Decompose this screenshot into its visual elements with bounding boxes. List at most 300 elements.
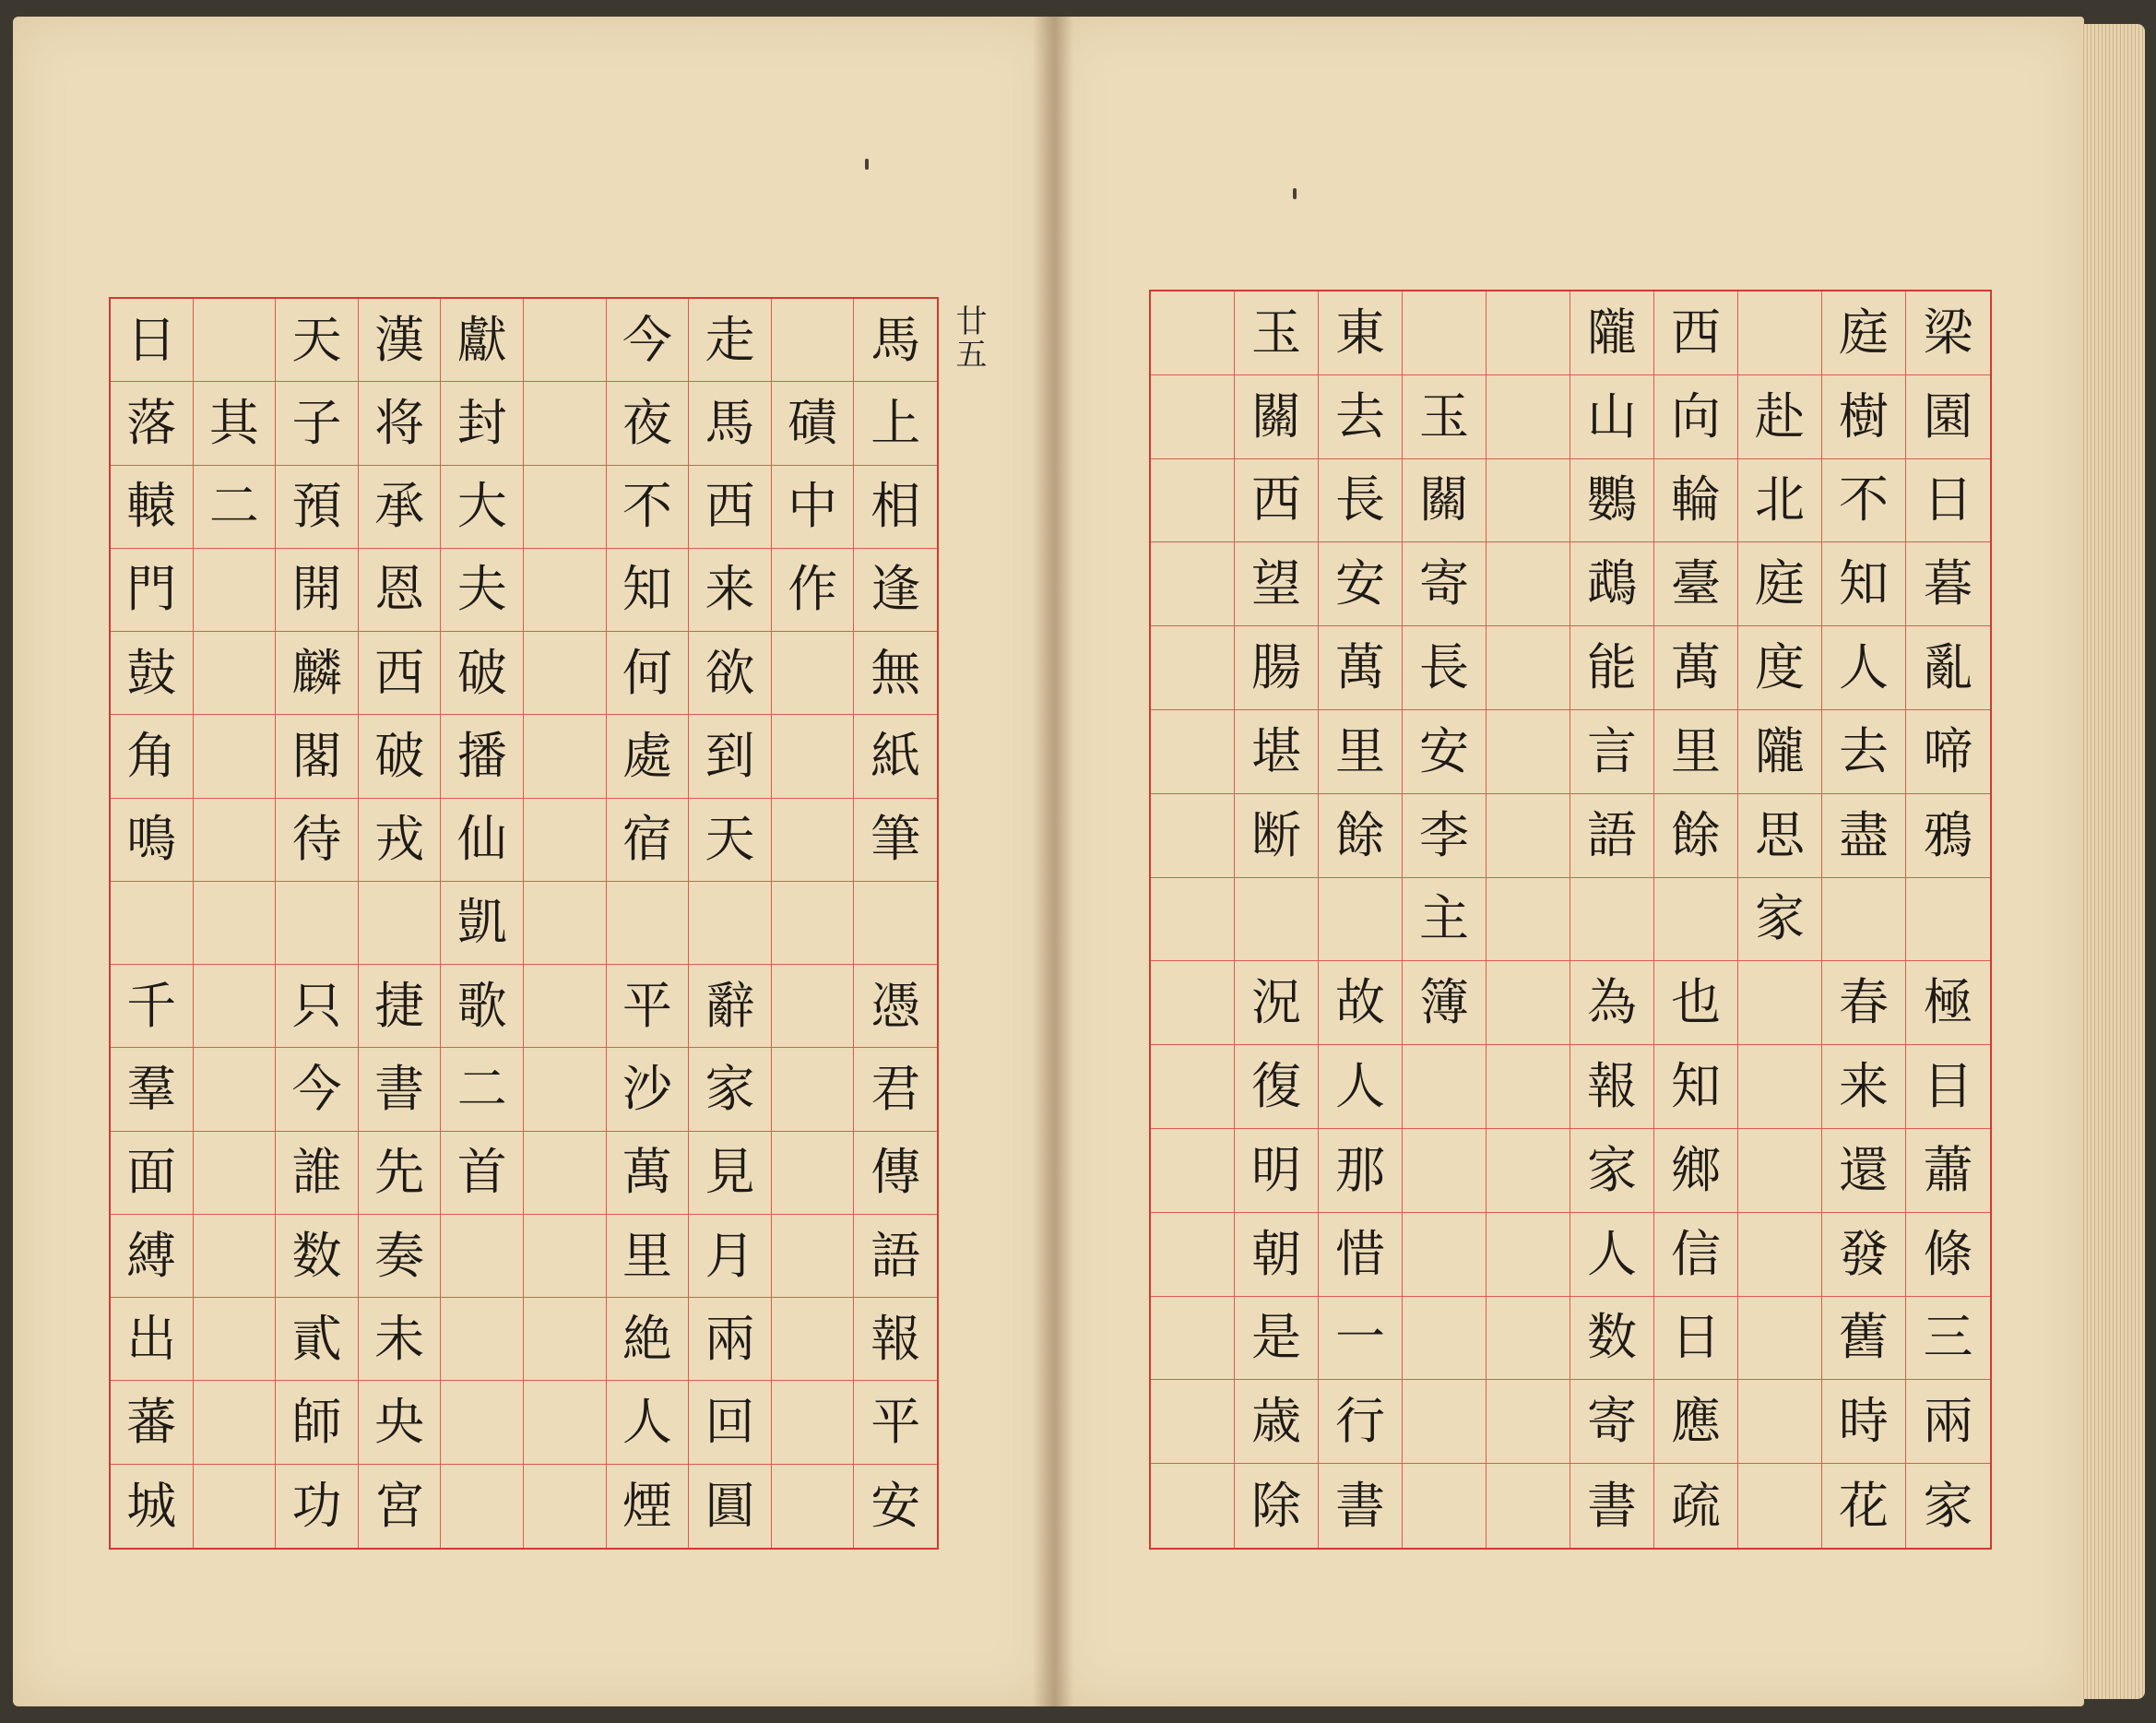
grid-cell bbox=[1487, 626, 1570, 710]
manuscript-character: 鴉 bbox=[1906, 794, 1990, 878]
manuscript-character: 庭 bbox=[1822, 291, 1906, 375]
grid-cell bbox=[1151, 542, 1235, 626]
grid-cell bbox=[772, 715, 855, 798]
grid-cell bbox=[1738, 1129, 1822, 1213]
grid-cell bbox=[524, 549, 607, 632]
manuscript-character: 凱 bbox=[441, 882, 524, 965]
manuscript-character: 安 bbox=[1403, 710, 1487, 794]
manuscript-character: 發 bbox=[1822, 1213, 1906, 1297]
manuscript-character: 馬 bbox=[689, 382, 772, 465]
grid-cell bbox=[1487, 291, 1570, 375]
manuscript-character: 捷 bbox=[359, 965, 442, 1048]
grid-cell bbox=[1403, 291, 1487, 375]
manuscript-character: 絶 bbox=[607, 1298, 690, 1381]
manuscript-character: 日 bbox=[1654, 1297, 1738, 1381]
manuscript-character: 東 bbox=[1319, 291, 1403, 375]
grid-cell bbox=[1403, 1297, 1487, 1381]
manuscript-character: 堪 bbox=[1235, 710, 1319, 794]
grid-cell bbox=[1151, 961, 1235, 1045]
manuscript-character: 平 bbox=[854, 1381, 937, 1464]
manuscript-character: 二 bbox=[441, 1048, 524, 1131]
grid-cell bbox=[524, 1381, 607, 1464]
manuscript-character: 赴 bbox=[1738, 375, 1822, 459]
manuscript-character: 寄 bbox=[1403, 542, 1487, 626]
manuscript-character: 知 bbox=[607, 549, 690, 632]
manuscript-character: 数 bbox=[276, 1215, 359, 1298]
grid-cell bbox=[1487, 1297, 1570, 1381]
manuscript-character: 家 bbox=[1738, 878, 1822, 962]
manuscript-character: 央 bbox=[359, 1381, 442, 1464]
manuscript-character: 走 bbox=[689, 299, 772, 382]
grid-cell bbox=[1151, 1464, 1235, 1548]
page-edges bbox=[2080, 24, 2145, 1699]
manuscript-character: 西 bbox=[1654, 291, 1738, 375]
manuscript-character: 簿 bbox=[1403, 961, 1487, 1045]
manuscript-character: 承 bbox=[359, 466, 442, 549]
manuscript-character: 上 bbox=[854, 382, 937, 465]
manuscript-character: 天 bbox=[689, 799, 772, 882]
manuscript-character: 關 bbox=[1403, 459, 1487, 543]
manuscript-character: 鵡 bbox=[1570, 542, 1654, 626]
manuscript-character: 将 bbox=[359, 382, 442, 465]
manuscript-character: 那 bbox=[1319, 1129, 1403, 1213]
grid-cell bbox=[194, 882, 277, 965]
manuscript-character: 家 bbox=[1570, 1129, 1654, 1213]
manuscript-character: 煙 bbox=[607, 1465, 690, 1548]
manuscript-character: 平 bbox=[607, 965, 690, 1048]
manuscript-character: 到 bbox=[689, 715, 772, 798]
grid-cell bbox=[1151, 1045, 1235, 1129]
manuscript-character: 鄉 bbox=[1654, 1129, 1738, 1213]
manuscript-character: 破 bbox=[359, 715, 442, 798]
manuscript-character: 出 bbox=[111, 1298, 194, 1381]
grid-cell bbox=[772, 1381, 855, 1464]
manuscript-character: 隴 bbox=[1738, 710, 1822, 794]
manuscript-character: 未 bbox=[359, 1298, 442, 1381]
manuscript-character: 磧 bbox=[772, 382, 855, 465]
manuscript-character: 處 bbox=[607, 715, 690, 798]
manuscript-character: 破 bbox=[441, 632, 524, 715]
grid-cell bbox=[524, 299, 607, 382]
manuscript-character: 歳 bbox=[1235, 1380, 1319, 1464]
manuscript-character: 腸 bbox=[1235, 626, 1319, 710]
manuscript-character: 不 bbox=[1822, 459, 1906, 543]
grid-cell bbox=[194, 549, 277, 632]
manuscript-character: 極 bbox=[1906, 961, 1990, 1045]
grid-cell bbox=[1151, 375, 1235, 459]
manuscript-character: 知 bbox=[1654, 1045, 1738, 1129]
grid-cell bbox=[1738, 1464, 1822, 1548]
manuscript-character: 北 bbox=[1738, 459, 1822, 543]
folio-number: 廿五 bbox=[950, 304, 987, 371]
ink-speck bbox=[865, 159, 869, 170]
manuscript-character: 舊 bbox=[1822, 1297, 1906, 1381]
grid-cell bbox=[1487, 1213, 1570, 1297]
grid-cell bbox=[1151, 1297, 1235, 1381]
manuscript-character: 條 bbox=[1906, 1213, 1990, 1297]
grid-cell bbox=[1487, 375, 1570, 459]
grid-cell bbox=[1487, 459, 1570, 543]
manuscript-character: 目 bbox=[1906, 1045, 1990, 1129]
manuscript-character: 貳 bbox=[276, 1298, 359, 1381]
manuscript-character: 千 bbox=[111, 965, 194, 1048]
manuscript-character: 逢 bbox=[854, 549, 937, 632]
manuscript-character: 人 bbox=[1822, 626, 1906, 710]
grid-cell bbox=[1487, 961, 1570, 1045]
manuscript-character: 誰 bbox=[276, 1132, 359, 1215]
manuscript-character: 蕭 bbox=[1906, 1129, 1990, 1213]
manuscript-character: 圓 bbox=[689, 1465, 772, 1548]
manuscript-character: 行 bbox=[1319, 1380, 1403, 1464]
manuscript-character: 能 bbox=[1570, 626, 1654, 710]
grid-cell bbox=[689, 882, 772, 965]
manuscript-character: 宿 bbox=[607, 799, 690, 882]
manuscript-character: 鸚 bbox=[1570, 459, 1654, 543]
grid-cell bbox=[1487, 542, 1570, 626]
manuscript-character: 日 bbox=[1906, 459, 1990, 543]
manuscript-character: 望 bbox=[1235, 542, 1319, 626]
grid-cell bbox=[194, 1215, 277, 1298]
manuscript-character: 暮 bbox=[1906, 542, 1990, 626]
manuscript-character: 臺 bbox=[1654, 542, 1738, 626]
grid-cell bbox=[1487, 710, 1570, 794]
grid-cell bbox=[1151, 1129, 1235, 1213]
grid-cell bbox=[524, 965, 607, 1048]
manuscript-character: 家 bbox=[1923, 1476, 1973, 1535]
grid-cell bbox=[1738, 1045, 1822, 1129]
grid-cell bbox=[194, 1048, 277, 1131]
manuscript-character: 時 bbox=[1822, 1380, 1906, 1464]
manuscript-character: 宮 bbox=[359, 1465, 442, 1548]
manuscript-character: 鳴 bbox=[111, 799, 194, 882]
manuscript-character: 城 bbox=[111, 1465, 194, 1548]
manuscript-character: 啼 bbox=[1906, 710, 1990, 794]
manuscript-character: 子 bbox=[276, 382, 359, 465]
manuscript-character: 兩 bbox=[689, 1298, 772, 1381]
grid-cell bbox=[111, 882, 194, 965]
manuscript-character: 二 bbox=[194, 466, 277, 549]
manuscript-character: 面 bbox=[111, 1132, 194, 1215]
manuscript-character: 歌 bbox=[441, 965, 524, 1048]
grid-cell bbox=[524, 1465, 607, 1548]
manuscript-character: 安 bbox=[871, 1476, 921, 1535]
manuscript-character: 数 bbox=[1570, 1297, 1654, 1381]
grid-cell bbox=[772, 882, 855, 965]
manuscript-character: 復 bbox=[1235, 1045, 1319, 1129]
manuscript-character: 長 bbox=[1319, 459, 1403, 543]
manuscript-character: 来 bbox=[1822, 1045, 1906, 1129]
manuscript-character: 天 bbox=[276, 299, 359, 382]
manuscript-character: 也 bbox=[1654, 961, 1738, 1045]
manuscript-character: 思 bbox=[1738, 794, 1822, 878]
manuscript-character: 寄 bbox=[1570, 1380, 1654, 1464]
manuscript-character: 知 bbox=[1822, 542, 1906, 626]
right-manuscript-grid bbox=[1149, 290, 1992, 1550]
manuscript-character: 去 bbox=[1822, 710, 1906, 794]
grid-cell bbox=[524, 715, 607, 798]
manuscript-character: 鼓 bbox=[111, 632, 194, 715]
grid-cell bbox=[1487, 1380, 1570, 1464]
manuscript-character: 為 bbox=[1570, 961, 1654, 1045]
grid-cell bbox=[194, 1298, 277, 1381]
grid-cell bbox=[1151, 459, 1235, 543]
manuscript-character: 獻 bbox=[441, 299, 524, 382]
grid-cell bbox=[1403, 1129, 1487, 1213]
grid-cell bbox=[276, 882, 359, 965]
grid-cell bbox=[1319, 878, 1403, 962]
manuscript-character: 長 bbox=[1403, 626, 1487, 710]
grid-cell bbox=[1151, 1380, 1235, 1464]
manuscript-character: 園 bbox=[1906, 375, 1990, 459]
grid-cell bbox=[441, 1465, 524, 1548]
left-manuscript-grid bbox=[109, 297, 939, 1550]
manuscript-character: 故 bbox=[1319, 961, 1403, 1045]
grid-cell bbox=[194, 299, 277, 382]
manuscript-character: 安 bbox=[1319, 542, 1403, 626]
manuscript-character: 西 bbox=[359, 632, 442, 715]
manuscript-character: 待 bbox=[276, 799, 359, 882]
manuscript-character: 憑 bbox=[854, 965, 937, 1048]
grid-cell bbox=[607, 882, 690, 965]
manuscript-character: 玉 bbox=[1235, 291, 1319, 375]
manuscript-character: 餘 bbox=[1654, 794, 1738, 878]
grid-cell bbox=[772, 299, 855, 382]
manuscript-character: 麟 bbox=[276, 632, 359, 715]
grid-cell bbox=[772, 1465, 855, 1548]
grid-cell bbox=[1151, 710, 1235, 794]
manuscript-character: 是 bbox=[1235, 1297, 1319, 1381]
manuscript-character: 首 bbox=[441, 1132, 524, 1215]
grid-cell bbox=[1738, 1213, 1822, 1297]
manuscript-character: 報 bbox=[1570, 1045, 1654, 1129]
manuscript-character: 西 bbox=[689, 466, 772, 549]
manuscript-character: 月 bbox=[689, 1215, 772, 1298]
manuscript-character: 疏 bbox=[1654, 1464, 1738, 1548]
manuscript-character: 辭 bbox=[689, 965, 772, 1048]
grid-cell bbox=[1151, 291, 1235, 375]
grid-cell bbox=[1654, 878, 1738, 962]
grid-cell bbox=[1487, 1129, 1570, 1213]
manuscript-character: 人 bbox=[607, 1381, 690, 1464]
manuscript-character: 夜 bbox=[607, 382, 690, 465]
manuscript-character: 人 bbox=[1319, 1045, 1403, 1129]
grid-cell bbox=[772, 632, 855, 715]
manuscript-character: 今 bbox=[607, 299, 690, 382]
manuscript-character: 今 bbox=[276, 1048, 359, 1131]
grid-cell bbox=[524, 799, 607, 882]
manuscript-character: 縛 bbox=[111, 1215, 194, 1298]
manuscript-character: 相 bbox=[854, 466, 937, 549]
manuscript-character: 玉 bbox=[1403, 375, 1487, 459]
grid-cell bbox=[524, 632, 607, 715]
manuscript-character: 山 bbox=[1570, 375, 1654, 459]
manuscript-character: 仙 bbox=[441, 799, 524, 882]
grid-cell bbox=[1738, 961, 1822, 1045]
manuscript-character: 角 bbox=[111, 715, 194, 798]
manuscript-character: 報 bbox=[854, 1298, 937, 1381]
manuscript-character: 其 bbox=[194, 382, 277, 465]
manuscript-character: 西 bbox=[1235, 459, 1319, 543]
manuscript-character: 中 bbox=[772, 466, 855, 549]
manuscript-character: 庭 bbox=[1738, 542, 1822, 626]
grid-cell bbox=[441, 1215, 524, 1298]
grid-cell bbox=[1487, 1464, 1570, 1548]
manuscript-character: 語 bbox=[1570, 794, 1654, 878]
manuscript-character: 書 bbox=[359, 1048, 442, 1131]
grid-cell bbox=[1151, 626, 1235, 710]
manuscript-character: 奏 bbox=[359, 1215, 442, 1298]
manuscript-character: 漢 bbox=[359, 299, 442, 382]
grid-cell bbox=[772, 965, 855, 1048]
manuscript-character: 蕃 bbox=[111, 1381, 194, 1464]
manuscript-character: 春 bbox=[1822, 961, 1906, 1045]
manuscript-character: 萬 bbox=[607, 1132, 690, 1215]
grid-cell bbox=[1403, 1380, 1487, 1464]
grid-cell bbox=[1738, 291, 1822, 375]
manuscript-character: 先 bbox=[359, 1132, 442, 1215]
manuscript-character: 欲 bbox=[689, 632, 772, 715]
manuscript-character: 預 bbox=[276, 466, 359, 549]
manuscript-character: 向 bbox=[1654, 375, 1738, 459]
grid-cell bbox=[1151, 794, 1235, 878]
manuscript-character: 馬 bbox=[854, 299, 937, 382]
manuscript-character: 亂 bbox=[1906, 626, 1990, 710]
manuscript-character: 断 bbox=[1235, 794, 1319, 878]
manuscript-character: 況 bbox=[1235, 961, 1319, 1045]
grid-cell bbox=[1235, 878, 1319, 962]
manuscript-character: 盡 bbox=[1822, 794, 1906, 878]
grid-cell bbox=[194, 1381, 277, 1464]
grid-cell bbox=[854, 882, 937, 965]
manuscript-character: 餘 bbox=[1319, 794, 1403, 878]
manuscript-character: 書 bbox=[1319, 1464, 1403, 1548]
manuscript-character: 關 bbox=[1235, 375, 1319, 459]
manuscript-character: 何 bbox=[607, 632, 690, 715]
grid-cell bbox=[1570, 878, 1654, 962]
grid-cell bbox=[524, 1215, 607, 1298]
manuscript-character: 去 bbox=[1319, 375, 1403, 459]
grid-cell bbox=[1738, 1297, 1822, 1381]
manuscript-character: 度 bbox=[1738, 626, 1822, 710]
manuscript-character: 還 bbox=[1822, 1129, 1906, 1213]
manuscript-character: 信 bbox=[1654, 1213, 1738, 1297]
manuscript-character: 戎 bbox=[359, 799, 442, 882]
manuscript-character: 門 bbox=[111, 549, 194, 632]
manuscript-character: 回 bbox=[689, 1381, 772, 1464]
manuscript-character: 應 bbox=[1654, 1380, 1738, 1464]
manuscript-character: 落 bbox=[111, 382, 194, 465]
manuscript-character: 語 bbox=[854, 1215, 937, 1298]
manuscript-character: 明 bbox=[1235, 1129, 1319, 1213]
manuscript-character: 李 bbox=[1403, 794, 1487, 878]
manuscript-character: 閣 bbox=[276, 715, 359, 798]
grid-cell bbox=[772, 1048, 855, 1131]
grid-cell bbox=[524, 466, 607, 549]
grid-cell bbox=[1738, 1380, 1822, 1464]
manuscript-character: 筆 bbox=[854, 799, 937, 882]
grid-cell bbox=[524, 882, 607, 965]
manuscript-character: 来 bbox=[689, 549, 772, 632]
manuscript-character: 開 bbox=[276, 549, 359, 632]
grid-cell bbox=[1151, 1213, 1235, 1297]
grid-cell bbox=[772, 799, 855, 882]
grid-cell bbox=[1403, 1045, 1487, 1129]
manuscript-character: 播 bbox=[441, 715, 524, 798]
manuscript-character: 里 bbox=[1654, 710, 1738, 794]
manuscript-character: 夫 bbox=[441, 549, 524, 632]
manuscript-character: 三 bbox=[1906, 1297, 1990, 1381]
manuscript-character: 樹 bbox=[1822, 375, 1906, 459]
manuscript-character: 言 bbox=[1570, 710, 1654, 794]
manuscript-character: 里 bbox=[1319, 710, 1403, 794]
manuscript-character: 萬 bbox=[1654, 626, 1738, 710]
manuscript-character: 兩 bbox=[1906, 1380, 1990, 1464]
grid-cell bbox=[1151, 878, 1235, 962]
grid-cell bbox=[1822, 878, 1906, 962]
manuscript-character: 日 bbox=[111, 299, 194, 382]
manuscript-character: 朝 bbox=[1235, 1213, 1319, 1297]
manuscript-character: 萬 bbox=[1319, 626, 1403, 710]
grid-cell bbox=[194, 799, 277, 882]
grid-cell bbox=[1487, 878, 1570, 962]
manuscript-character: 封 bbox=[441, 382, 524, 465]
book-gutter bbox=[1033, 17, 1073, 1706]
grid-cell bbox=[441, 1381, 524, 1464]
grid-cell bbox=[1403, 1464, 1487, 1548]
grid-cell bbox=[1403, 1213, 1487, 1297]
manuscript-character: 只 bbox=[276, 965, 359, 1048]
ink-speck bbox=[1293, 188, 1297, 199]
manuscript-character: 花 bbox=[1822, 1464, 1906, 1548]
manuscript-character: 沙 bbox=[607, 1048, 690, 1131]
manuscript-character: 輪 bbox=[1654, 459, 1738, 543]
manuscript-character: 惜 bbox=[1319, 1213, 1403, 1297]
manuscript-character: 紙 bbox=[854, 715, 937, 798]
manuscript-character: 功 bbox=[276, 1465, 359, 1548]
manuscript-character: 家 bbox=[689, 1048, 772, 1131]
grid-cell bbox=[194, 632, 277, 715]
manuscript-character: 書 bbox=[1570, 1464, 1654, 1548]
manuscript-character: 大 bbox=[441, 466, 524, 549]
manuscript-character: 一 bbox=[1319, 1297, 1403, 1381]
manuscript-character: 隴 bbox=[1570, 291, 1654, 375]
manuscript-character: 傳 bbox=[854, 1132, 937, 1215]
manuscript-character: 不 bbox=[607, 466, 690, 549]
manuscript-character: 見 bbox=[689, 1132, 772, 1215]
manuscript-character: 君 bbox=[854, 1048, 937, 1131]
manuscript-character: 羣 bbox=[111, 1048, 194, 1131]
manuscript-character: 作 bbox=[772, 549, 855, 632]
grid-cell bbox=[1487, 794, 1570, 878]
grid-cell bbox=[524, 1298, 607, 1381]
manuscript-character: 里 bbox=[607, 1215, 690, 1298]
grid-cell bbox=[194, 715, 277, 798]
grid-cell bbox=[772, 1298, 855, 1381]
grid-cell bbox=[524, 382, 607, 465]
grid-cell bbox=[524, 1048, 607, 1131]
grid-cell bbox=[524, 1132, 607, 1215]
manuscript-character: 師 bbox=[276, 1381, 359, 1464]
manuscript-character: 除 bbox=[1235, 1464, 1319, 1548]
grid-cell bbox=[359, 882, 442, 965]
grid-cell bbox=[194, 1132, 277, 1215]
grid-cell bbox=[1906, 878, 1990, 962]
manuscript-character: 無 bbox=[854, 632, 937, 715]
manuscript-character: 恩 bbox=[359, 549, 442, 632]
grid-cell bbox=[1487, 1045, 1570, 1129]
grid-cell bbox=[194, 1465, 277, 1548]
grid-cell bbox=[441, 1298, 524, 1381]
